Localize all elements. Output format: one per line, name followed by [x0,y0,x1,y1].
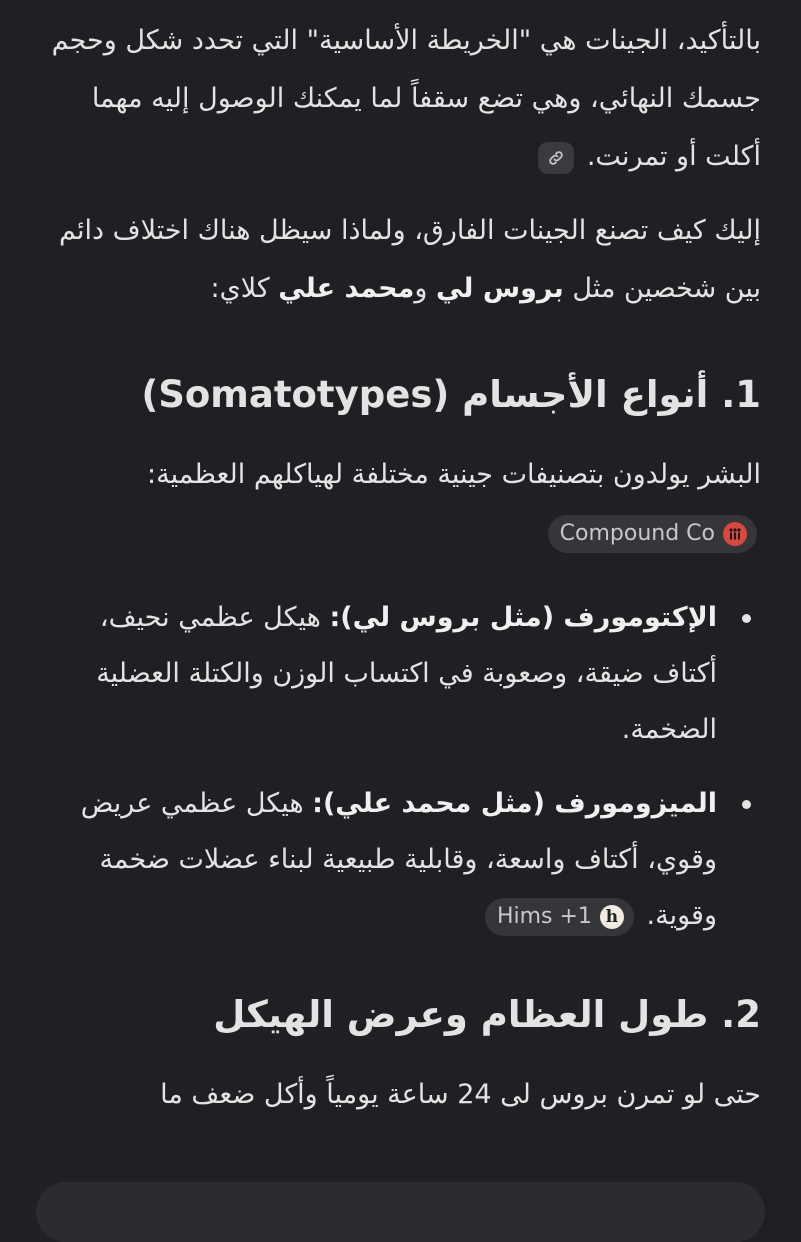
body-types-list [40,590,761,944]
ectomorph-title: الإكتومورف (مثل بروس لي): [329,602,717,633]
compound-logo-icon [723,522,747,546]
source-chip-label: Compound Co [559,520,715,546]
mesomorph-title: الميزومورف (مثل محمد علي): [312,788,717,819]
chat-input-bar[interactable] [36,1182,765,1242]
bullet-dot [742,800,751,809]
comparison-text-start: إليك كيف تصنع الجينات الفارق، ولماذا سيظل هناك اختلاف دائم بين شخصين مثل [59,215,761,304]
section-1-intro [40,446,761,562]
hims-logo-icon: h [600,905,624,929]
section-2-heading: 2. طول العظام وعرض الهيكل [213,993,761,1036]
section-1-intro-text: البشر يولدون بتصنيفات جينية مختلفة لهياكلهم العظمية: [147,459,761,490]
intro-paragraph [40,12,761,186]
comparison-text-and: و [414,273,436,304]
name-bruce-lee: بروس لي [435,273,564,304]
source-chip-compound[interactable] [548,515,757,553]
source-chip-label: Hims +1 [496,903,592,929]
ectomorph-description: هيكل عظمي نحيف، أكتاف ضيقة، وصعوبة في اكتساب الوزن والكتلة العضلية الضخمة. [96,602,717,745]
bullet-dot [742,614,751,623]
source-link-button[interactable] [538,142,574,174]
name-muhammad-ali: محمد علي [278,273,415,304]
section-2-intro: حتى لو تمرن بروس لى 24 ساعة يومياً وأكل ضعف ما [160,1079,761,1110]
source-chip-hims[interactable] [485,898,634,936]
list-item-mesomorph [40,776,761,944]
comparison-paragraph [40,202,761,318]
link-icon [547,149,565,167]
mesomorph-description: هيكل عظمي عريض وقوي، أكتاف واسعة، وقابلية طبيعية لبناء عضلات ضخمة وقوية. [80,788,717,931]
list-item-ectomorph [40,590,761,758]
intro-text: بالتأكيد، الجينات هي "الخريطة الأساسية" التي تحدد شكل وحجم جسمك النهائي، وهي تضع سقفاً لما يمكنك الوصول إليه مهما أكلت أو تمرنت. [51,25,761,172]
comparison-text-end: كلاي: [210,273,279,304]
section-1-heading: 1. أنواع الأجسام (Somatotypes) [141,373,761,416]
